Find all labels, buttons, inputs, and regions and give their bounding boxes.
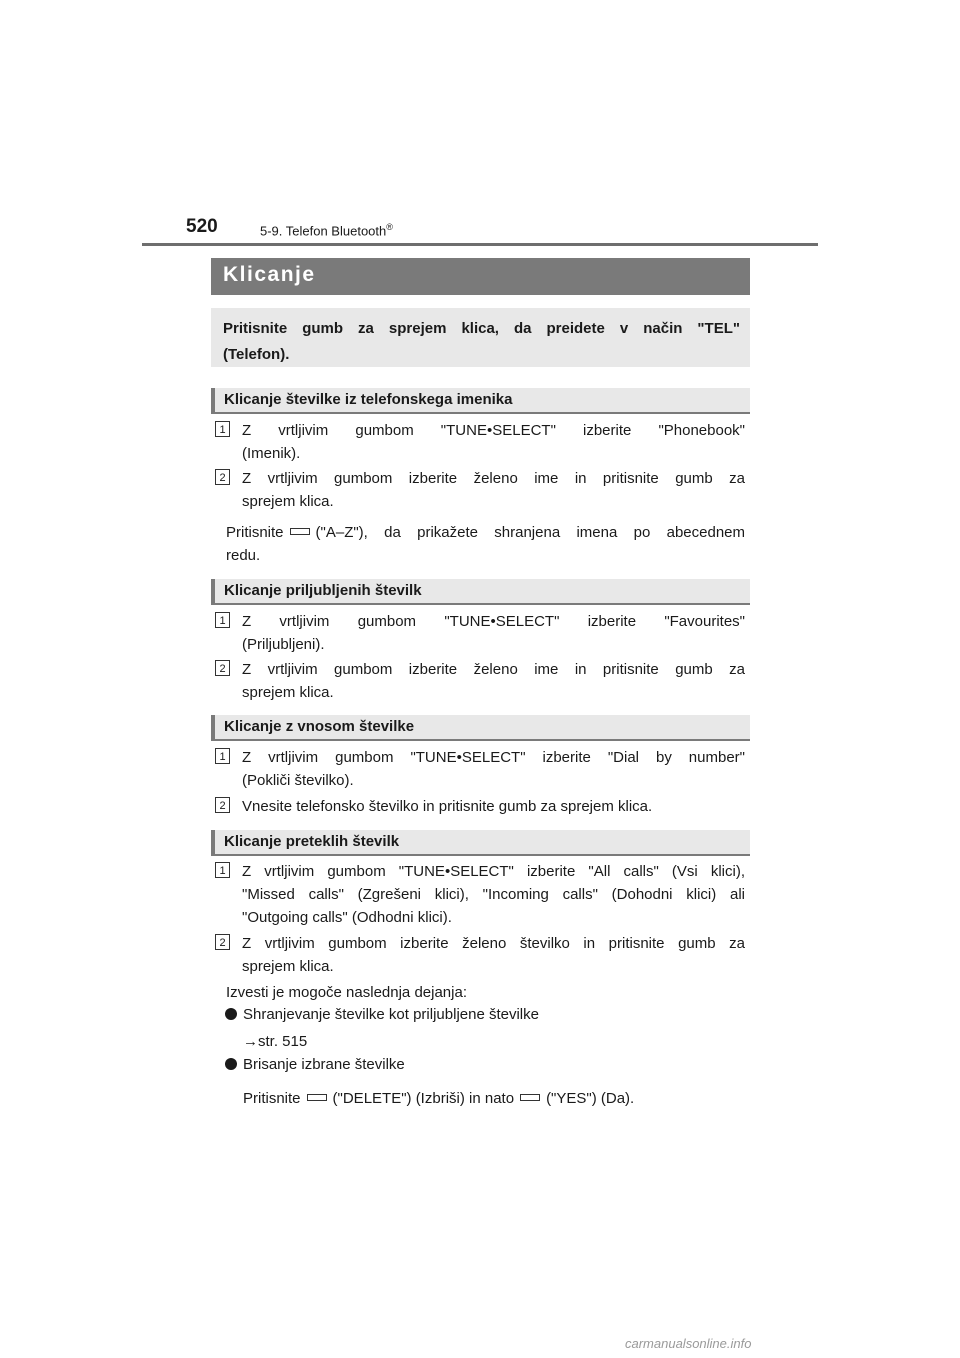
delete-instruction [243, 1087, 634, 1110]
step-number-badge: 2 [215, 660, 230, 676]
header-rule [142, 243, 818, 246]
page-number: 520 [186, 216, 218, 237]
registered-mark: ® [386, 222, 393, 232]
bullet-text: Shranjevanje številke kot priljubljene številke [243, 1006, 539, 1023]
step-text: Z vrtljivim gumbom izberite želeno ime in pritisnite gumb za [242, 470, 745, 487]
step-text-cont: "Outgoing calls" (Odhodni klici). [242, 909, 452, 926]
note-line-2: redu. [226, 547, 261, 564]
step-number-badge: 1 [215, 612, 230, 628]
step-text-cont: sprejem klica. [242, 493, 334, 510]
step-text-cont: (Pokliči številko). [242, 772, 354, 789]
phonebook-note [226, 521, 745, 567]
step-number-badge: 1 [215, 862, 230, 878]
page-title: Klicanje [211, 258, 750, 295]
step-text: Z vrtljivim gumbom "TUNE•SELECT" izberite "Phonebook" [242, 422, 745, 439]
step-favourites-1 [215, 610, 745, 656]
step-number-badge: 2 [215, 934, 230, 950]
step-text: Z vrtljivim gumbom "TUNE•SELECT" izberite "Dial by number" [242, 749, 745, 766]
bullet-icon [225, 1008, 237, 1020]
page-reference[interactable]: →str. 515 [243, 1033, 308, 1050]
section-heading-phonebook: Klicanje številke iz telefonskega imenika [211, 388, 750, 414]
step-text: Vnesite telefonsko številko in pritisnite gumb za sprejem klica. [242, 798, 653, 815]
step-text-cont: "Missed calls" (Zgrešeni klici), "Incoming calls" (Dohodni klici) ali [242, 886, 745, 903]
bullet-icon [225, 1058, 237, 1070]
step-text: Z vrtljivim gumbom "TUNE•SELECT" izberite "Favourites" [242, 613, 745, 630]
bullet-delete-number [225, 1053, 405, 1076]
watermark-logo: carmanualsonline.info [625, 1336, 752, 1351]
step-phonebook-2 [215, 467, 745, 513]
step-text-cont: sprejem klica. [242, 958, 334, 975]
step-number-badge: 1 [215, 748, 230, 764]
step-favourites-2 [215, 658, 745, 704]
step-phonebook-1 [215, 419, 745, 465]
intro-box [211, 308, 750, 367]
step-dial-2 [215, 795, 745, 818]
intro-line-1: Pritisnite gumb za sprejem klica, da preidete v način "TEL" [223, 320, 740, 337]
section-heading-dial-by-number: Klicanje z vnosom številke [211, 715, 750, 741]
button-icon [307, 1094, 327, 1101]
instruction-text: Pritisnite [243, 1090, 301, 1107]
button-icon [520, 1094, 540, 1101]
step-text: Z vrtljivim gumbom izberite želeno številko in pritisnite gumb za [242, 935, 745, 952]
step-text: Z vrtljivim gumbom izberite želeno ime in pritisnite gumb za [242, 661, 745, 678]
step-text: Z vrtljivim gumbom "TUNE•SELECT" izberite "All calls" (Vsi klici), [242, 863, 745, 880]
history-note: Izvesti je mogoče naslednja dejanja: [226, 984, 467, 1001]
section-heading-call-history: Klicanje preteklih številk [211, 830, 750, 856]
step-text-cont: (Priljubljeni). [242, 636, 325, 653]
step-number-badge: 2 [215, 797, 230, 813]
step-number-badge: 1 [215, 421, 230, 437]
section-label-text: 5-9. Telefon Bluetooth [260, 223, 387, 239]
step-text-cont: (Imenik). [242, 445, 301, 462]
section-label [260, 222, 393, 238]
step-dial-1 [215, 746, 745, 792]
note-line-1 [226, 521, 745, 544]
instruction-text-end: ("YES") (Da). [546, 1090, 635, 1107]
bullet-text: Brisanje izbrane številke [243, 1056, 405, 1073]
button-icon [290, 528, 310, 535]
bullet-save-favourite [225, 1003, 539, 1026]
instruction-text-mid: ("DELETE") (Izbriši) in nato [332, 1090, 515, 1107]
step-history-1 [215, 860, 745, 929]
note-text-cont: ("A–Z"), da prikažete shranjena imena po abecednem [315, 524, 745, 541]
intro-line-2: (Telefon). [223, 346, 290, 363]
step-number-badge: 2 [215, 469, 230, 485]
section-heading-favourites: Klicanje priljubljenih številk [211, 579, 750, 605]
step-history-2 [215, 932, 745, 978]
step-text-cont: sprejem klica. [242, 684, 334, 701]
note-text: Pritisnite [226, 524, 284, 541]
